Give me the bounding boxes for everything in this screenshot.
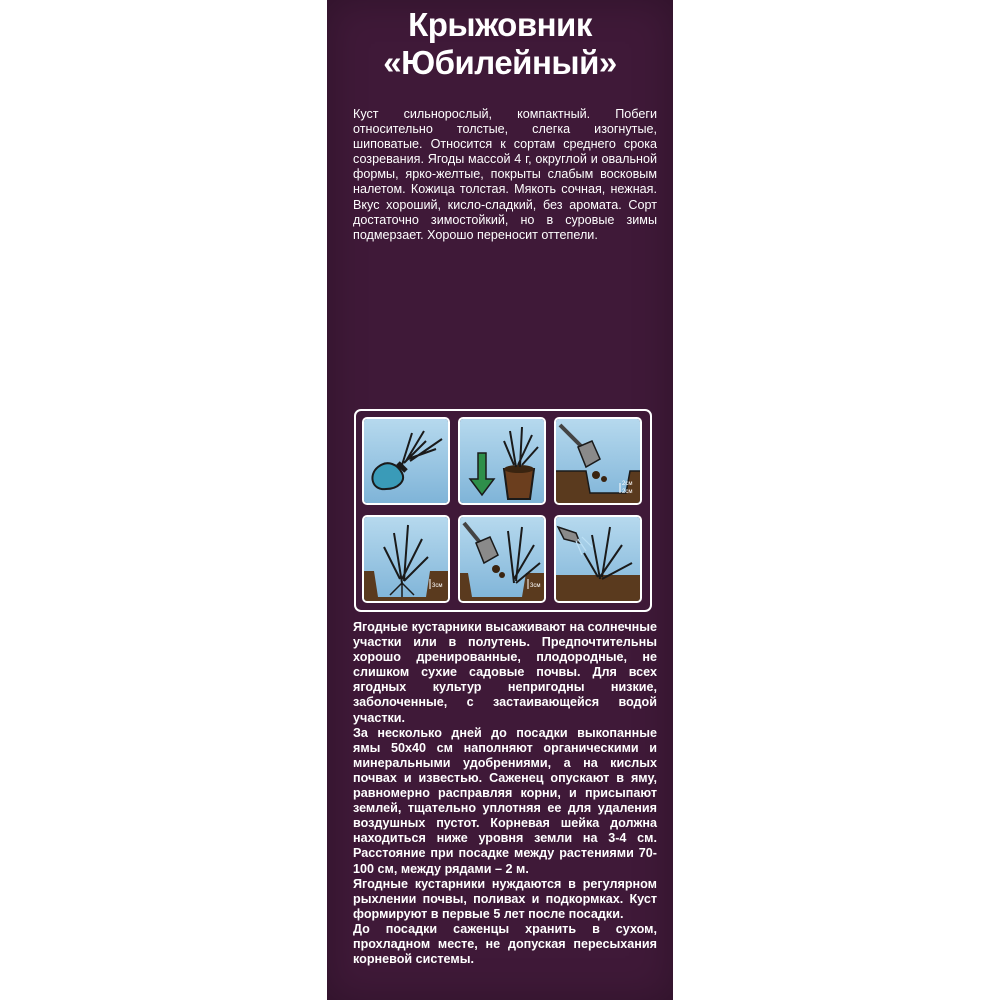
depth-label: 2см (622, 481, 633, 487)
step-6-tile (554, 515, 642, 603)
care-paragraph: За несколько дней до посадки выкопанные ямы 50х40 см наполняют органическими и минеральными удобрениями, а на кислых почвах и известью. Саженец опускают в яму, равномерно расправляя корни, и присыпают землей, тщательно уплотняя ее для удаления воздушных пустот. Корневая шейка должна находиться ниже уровня земли на 3-4 см. Расстояние при посадке между растениями 70-100 см, между рядами – 2 м. (353, 725, 657, 876)
care-paragraph: Ягодные кустарники нуждаются в регулярном рыхлении почвы, поливах и подкормках. Куст формируют в первые 5 лет после посадки. (353, 876, 657, 921)
title-line-2: «Юбилейный» (383, 44, 617, 81)
shovel-fill-soil-icon (460, 517, 544, 601)
care-paragraph: До посадки саженцы хранить в сухом, прохладном месте, не допуская пересыхания корневой системы. (353, 921, 657, 967)
depth-label: 3см (530, 583, 541, 589)
pot-into-ground-arrow-icon (460, 419, 544, 503)
planting-steps-grid (354, 409, 652, 612)
care-paragraph: Ягодные кустарники высаживают на солнечные участки или в полутень. Предпочтительны хорошо дренированные, плодородные, не слишком сухие садовые почвы. Для всех ягодных культур непригодны низкие, заболоченные, с застаивающейся водой участки. (353, 620, 657, 725)
step-1-tile (362, 417, 450, 505)
watering-can-icon (556, 517, 640, 601)
depth-label: 3см (432, 583, 443, 589)
shovel-dig-hole-icon (556, 419, 640, 503)
plant-in-hole-icon (364, 517, 448, 601)
step-2-tile (458, 417, 546, 505)
depth-label: 2см (622, 489, 633, 495)
step-5-tile (458, 515, 546, 603)
title-line-1: Крыжовник (408, 6, 592, 43)
step-4-tile (362, 515, 450, 603)
packaging-panel (327, 0, 673, 1000)
variety-description: Куст сильнорослый, компактный. Побеги относительно толстые, слегка изогнутые, шиповатые. Относится к сортам среднего срока созревания. Ягоды массой 4 г, округлой и овальной формы, ярко-желтые, покрыты слабым восковым налетом. Кожица толстая. Мякоть сочная, нежная. Вкус хороший, кисло-сладкий, без аромата. Сорт достаточно зимостойкий, но в суровые зимы подмерзает. Хорошо переносит оттепели. (353, 107, 657, 242)
root-ball-bag-icon (364, 419, 448, 503)
planting-instructions (353, 620, 657, 967)
step-3-tile (554, 417, 642, 505)
product-title (327, 6, 673, 82)
